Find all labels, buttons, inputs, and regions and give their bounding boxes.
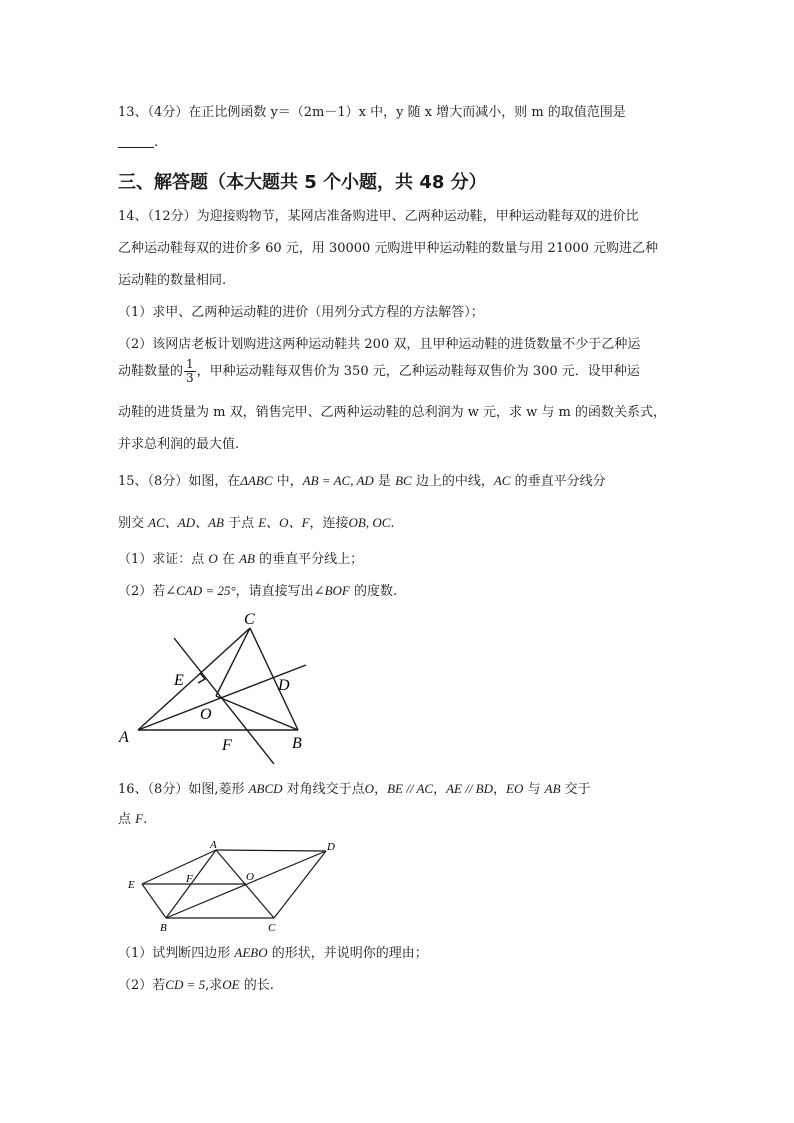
q13-text: 13、（4分）在正比例函数 y＝（2m－1）x 中，y 随 x 增大而减小，则 m 的取值范围是: [118, 105, 626, 120]
label-c: C: [244, 611, 255, 628]
label-b: B: [160, 922, 167, 934]
label-e: E: [128, 879, 135, 891]
fraction-one-third: $\frac{1}{3}$: [186, 357, 194, 385]
segment-ob: [216, 696, 298, 730]
segment-dc: [274, 851, 326, 918]
q14-line1: 14、（12分）为迎接购物节，某网店准备购进甲、乙两种运动鞋，甲种运动鞋每双的进价比: [118, 209, 639, 224]
q14-part2-line4: 并求总利润的最大值.: [118, 437, 240, 452]
q14-line3: 运动鞋的数量相同.: [118, 273, 227, 288]
q16-rhombus-figure: [122, 838, 342, 938]
segment-ad: [216, 850, 326, 851]
label-a: A: [119, 729, 129, 746]
label-e: E: [174, 672, 184, 689]
label-c: C: [268, 922, 276, 934]
answer-blank: [118, 135, 154, 148]
q14-part1: （1）求甲、乙两种运动鞋的进价（用列分式方程的方法解答）；: [118, 305, 484, 320]
label-f: F: [186, 873, 193, 885]
q15-part2: （2）若∠CAD = 25°，请直接写出∠BOF 的度数.: [118, 583, 398, 599]
q15-triangle-figure: [112, 608, 332, 770]
section-heading: 三、解答题（本大题共 5 个小题，共 48 分）: [118, 172, 487, 193]
q15-line1: 15、（8分）如图，在ΔABC 中，AB = AC, AD 是 BC 边上的中线，AC 的垂直平分线分: [118, 473, 606, 489]
label-a: A: [210, 839, 217, 851]
q14-part2-line2: 动鞋数量的 $\frac{1}{3}$ ，甲种运动鞋每双售价为 350 元，乙种运动鞋每双售价为 300 元．设甲种运: [118, 357, 640, 385]
label-f: F: [222, 737, 232, 754]
q14-line2: 乙种运动鞋每双的进价多 60 元，用 30000 元购进甲种运动鞋的数量与用 21000 元购进乙种: [118, 241, 659, 256]
q16-part2: （2）若CD = 5,求OE 的长.: [118, 977, 274, 993]
q14-part2-line3: 动鞋的进货量为 m 双，销售完甲、乙两种运动鞋的总利润为 w 元，求 w 与 m 的函数关系式，: [118, 405, 666, 420]
q16-line2: 点 F.: [118, 811, 148, 827]
q13-answer-blank: .: [118, 134, 158, 152]
label-d: D: [278, 677, 290, 694]
segment-bc: [250, 628, 298, 730]
label-o: O: [200, 706, 212, 723]
q14-part2-line1: （2）该网店老板计划购进这两种运动鞋共 200 双，且甲种运动鞋的进货数量不少于乙种运: [118, 337, 641, 352]
label-b: B: [292, 735, 302, 752]
q15-line2: 别交 AC、AD、AB 于点 E、O、F，连接OB, OC.: [118, 515, 395, 531]
segment-ac: [138, 628, 250, 730]
segment-oc: [216, 628, 250, 696]
label-o: O: [246, 871, 254, 883]
q15-part1: （1）求证：点 O 在 AB 的垂直平分线上；: [118, 551, 364, 567]
q16-part1: （1）试判断四边形 AEBO 的形状，并说明你的理由；: [118, 945, 428, 961]
segment-eb: [142, 884, 166, 918]
q16-line1: 16、（8分）如图,菱形 ABCD 对角线交于点O，BE // AC，AE // BD，EO 与 AB 交于: [118, 781, 591, 797]
segment-ea: [142, 850, 216, 884]
label-d: D: [327, 841, 335, 853]
